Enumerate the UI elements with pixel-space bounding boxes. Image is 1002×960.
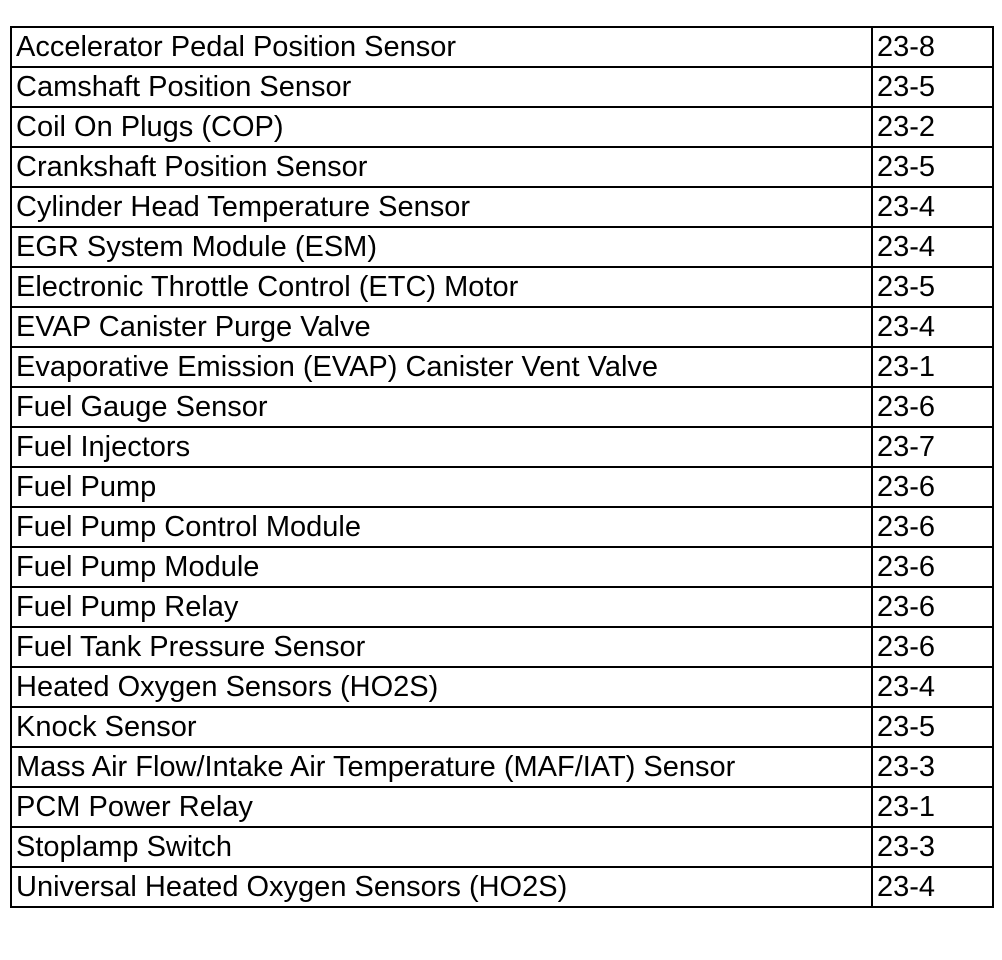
page-reference-cell: 23-5 xyxy=(872,147,993,187)
table-row xyxy=(11,107,993,147)
component-name-cell: Fuel Tank Pressure Sensor xyxy=(11,627,872,667)
component-name-cell: PCM Power Relay xyxy=(11,787,872,827)
table-row xyxy=(11,827,993,867)
component-name-cell: Evaporative Emission (EVAP) Canister Vent Valve xyxy=(11,347,872,387)
component-name-cell: Stoplamp Switch xyxy=(11,827,872,867)
table-row xyxy=(11,427,993,467)
table-row xyxy=(11,787,993,827)
page-reference-cell: 23-4 xyxy=(872,227,993,267)
page-reference-cell: 23-6 xyxy=(872,507,993,547)
component-location-table xyxy=(10,26,994,908)
component-name-cell: Mass Air Flow/Intake Air Temperature (MAF/IAT) Sensor xyxy=(11,747,872,787)
component-name-cell: Heated Oxygen Sensors (HO2S) xyxy=(11,667,872,707)
table-row xyxy=(11,867,993,907)
page-reference-cell: 23-4 xyxy=(872,307,993,347)
page-reference-cell: 23-5 xyxy=(872,67,993,107)
table-row xyxy=(11,347,993,387)
table-row xyxy=(11,27,993,67)
table-row xyxy=(11,507,993,547)
table-body xyxy=(11,27,993,907)
page-reference-cell: 23-1 xyxy=(872,787,993,827)
table-row xyxy=(11,187,993,227)
component-name-cell: Fuel Pump Module xyxy=(11,547,872,587)
component-name-cell: Fuel Pump Relay xyxy=(11,587,872,627)
component-name-cell: Fuel Gauge Sensor xyxy=(11,387,872,427)
table-row xyxy=(11,147,993,187)
component-name-cell: Cylinder Head Temperature Sensor xyxy=(11,187,872,227)
table-row xyxy=(11,587,993,627)
component-name-cell: Crankshaft Position Sensor xyxy=(11,147,872,187)
component-name-cell: EVAP Canister Purge Valve xyxy=(11,307,872,347)
component-name-cell: Fuel Pump xyxy=(11,467,872,507)
component-name-cell: Accelerator Pedal Position Sensor xyxy=(11,27,872,67)
page-reference-cell: 23-7 xyxy=(872,427,993,467)
component-name-cell: Fuel Injectors xyxy=(11,427,872,467)
page-reference-cell: 23-4 xyxy=(872,867,993,907)
page-reference-cell: 23-3 xyxy=(872,747,993,787)
page-reference-cell: 23-6 xyxy=(872,467,993,507)
component-name-cell: Universal Heated Oxygen Sensors (HO2S) xyxy=(11,867,872,907)
table-row xyxy=(11,267,993,307)
component-name-cell: Camshaft Position Sensor xyxy=(11,67,872,107)
table-row xyxy=(11,387,993,427)
component-name-cell: Knock Sensor xyxy=(11,707,872,747)
page-reference-cell: 23-6 xyxy=(872,547,993,587)
table-row xyxy=(11,67,993,107)
page-reference-cell: 23-3 xyxy=(872,827,993,867)
page-reference-cell: 23-5 xyxy=(872,267,993,307)
table-row xyxy=(11,747,993,787)
table-row xyxy=(11,627,993,667)
page-reference-cell: 23-8 xyxy=(872,27,993,67)
page-reference-cell: 23-6 xyxy=(872,587,993,627)
component-name-cell: EGR System Module (ESM) xyxy=(11,227,872,267)
page-reference-cell: 23-6 xyxy=(872,387,993,427)
page-reference-cell: 23-5 xyxy=(872,707,993,747)
component-name-cell: Electronic Throttle Control (ETC) Motor xyxy=(11,267,872,307)
table-row xyxy=(11,467,993,507)
table-row xyxy=(11,667,993,707)
page-reference-cell: 23-4 xyxy=(872,667,993,707)
table-row xyxy=(11,547,993,587)
table-row xyxy=(11,707,993,747)
component-name-cell: Fuel Pump Control Module xyxy=(11,507,872,547)
page-reference-cell: 23-6 xyxy=(872,627,993,667)
page-reference-cell: 23-4 xyxy=(872,187,993,227)
page-reference-cell: 23-2 xyxy=(872,107,993,147)
component-name-cell: Coil On Plugs (COP) xyxy=(11,107,872,147)
table-row xyxy=(11,307,993,347)
table-row xyxy=(11,227,993,267)
page-reference-cell: 23-1 xyxy=(872,347,993,387)
